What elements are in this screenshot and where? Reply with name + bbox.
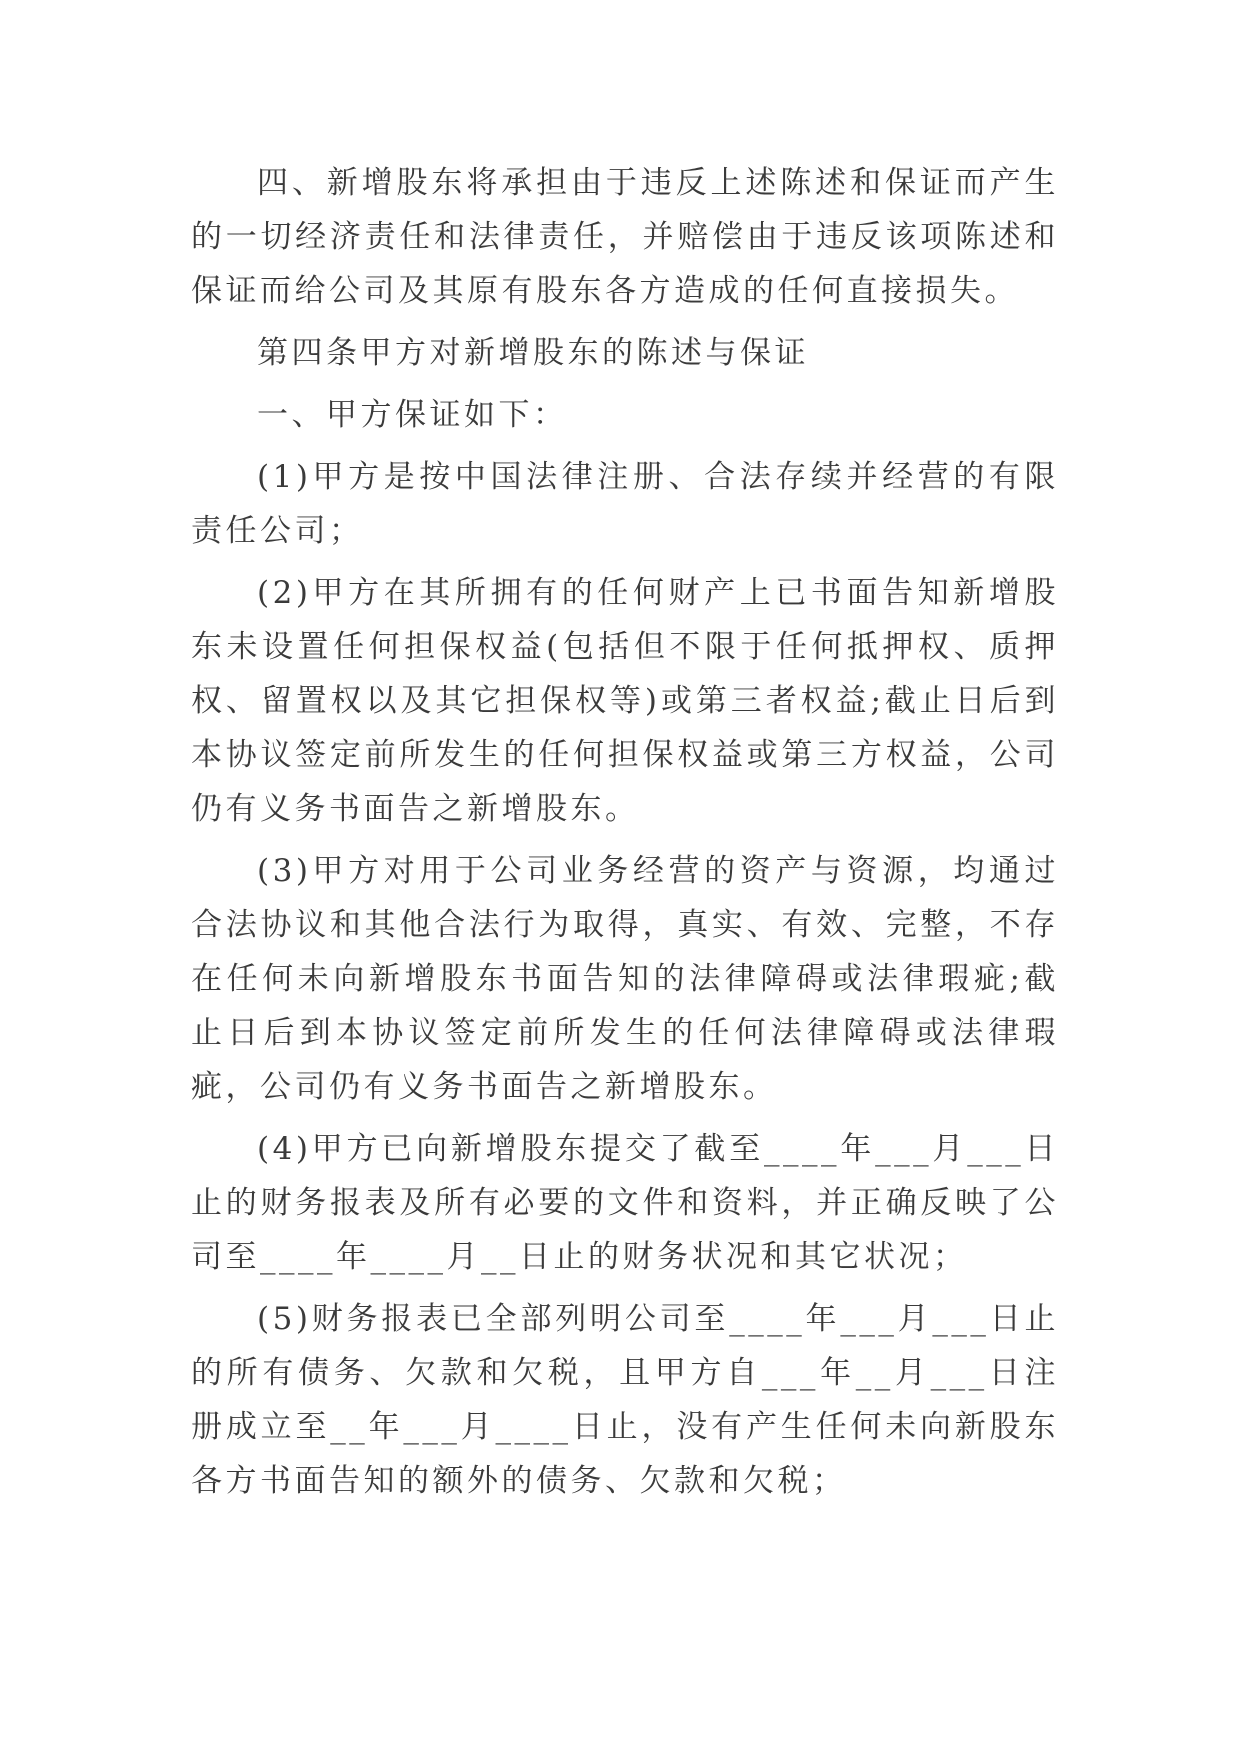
paragraph-item-2: (2)甲方在其所拥有的任何财产上已书面告知新增股东未设置任何担保权益(包括但不限于任何抵押权、质押权、留置权以及其它担保权等)或第三者权益;截止日后到本协议签定前所发生的任何担保权益或第三方权益，公司仍有义务书面告之新增股东。 xyxy=(191,575,1059,827)
paragraph-section-1-heading: 一、甲方保证如下： xyxy=(257,397,568,433)
paragraph-item-5: (5)财务报表已全部列明公司至____年___月___日止的所有债务、欠款和欠税，且甲方自___年__月___日注册成立至__年___月____日止，没有产生任何未向新股东各方书面告知的额外的债务、欠款和欠税； xyxy=(191,1301,1059,1499)
paragraph-item-3: (3)甲方对用于公司业务经营的资产与资源，均通过合法协议和其他合法行为取得，真实、有效、完整，不存在任何未向新增股东书面告知的法律障碍或法律瑕疵;截止日后到本协议签定前所发生的任何法律障碍或法律瑕疵，公司仍有义务书面告之新增股东。 xyxy=(191,853,1059,1105)
paragraph-article-4-heading: 第四条甲方对新增股东的陈述与保证 xyxy=(257,335,809,371)
document-body xyxy=(191,156,1059,1516)
paragraph-item-1: (1)甲方是按中国法律注册、合法存续并经营的有限责任公司； xyxy=(191,459,1059,549)
paragraph-clause-4-liability: 四、新增股东将承担由于违反上述陈述和保证而产生的一切经济责任和法律责任，并赔偿由于违反该项陈述和保证而给公司及其原有股东各方造成的任何直接损失。 xyxy=(191,165,1059,309)
paragraph-item-4: (4)甲方已向新增股东提交了截至____年___月___日止的财务报表及所有必要的文件和资料，并正确反映了公司至____年____月__日止的财务状况和其它状况； xyxy=(191,1131,1059,1275)
